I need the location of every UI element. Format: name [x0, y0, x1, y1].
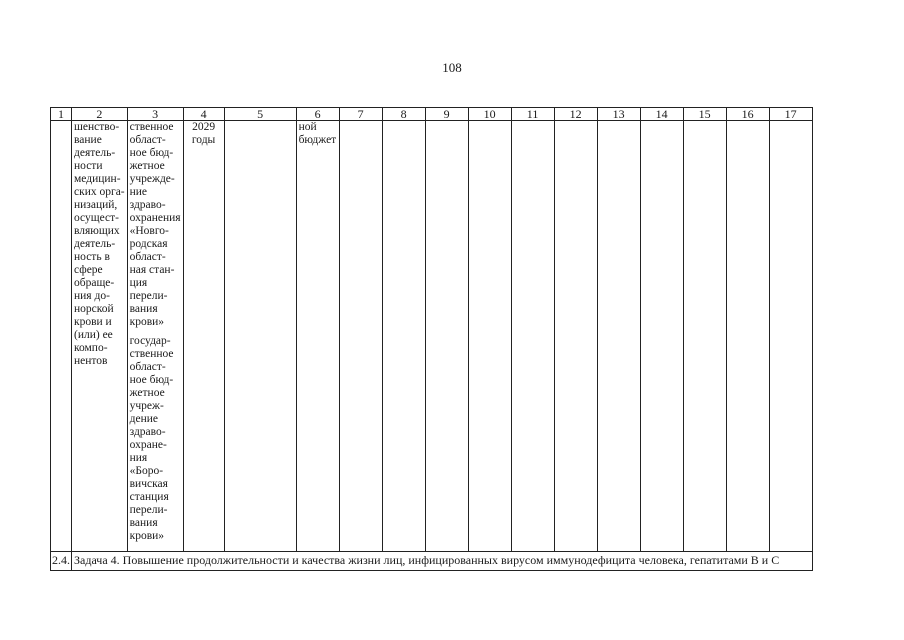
header-cell-16: 16: [726, 108, 769, 121]
cell-col-14: [640, 121, 683, 552]
cell-col-12: [554, 121, 597, 552]
header-cell-1: 1: [51, 108, 72, 121]
header-cell-14: 14: [640, 108, 683, 121]
executor-novgorod-text: [130, 121, 181, 329]
text-line: ственное: [129, 121, 174, 133]
text-line: государ-: [129, 335, 171, 347]
funding-source-text: [299, 121, 337, 147]
text-line: ная стан-: [129, 264, 175, 276]
activity-name-text: [74, 121, 125, 368]
text-line: «Боро-: [129, 465, 164, 477]
text-line: област-: [129, 361, 166, 373]
text-line: ция: [129, 277, 148, 289]
text-line: «Новго-: [129, 225, 169, 237]
text-line: вание: [74, 134, 102, 146]
cell-executors: [127, 121, 183, 552]
cell-col-10: [468, 121, 511, 552]
text-line: перели-: [129, 290, 168, 302]
text-line: област-: [129, 134, 166, 146]
text-line: охране-: [129, 439, 167, 451]
text-line: вания: [129, 303, 158, 315]
text-line: охранения: [129, 212, 181, 224]
text-line: обраще-: [74, 277, 115, 289]
column-number-row: [51, 108, 813, 121]
text-line: перели-: [129, 504, 168, 516]
text-line: ности: [74, 160, 103, 172]
program-table: [50, 107, 813, 571]
text-line: ной: [298, 121, 317, 133]
task-text: Задача 4. Повышение продолжительности и качества жизни лиц, инфицированных вирусом иммунодефицита человека, гепатитами В и С: [72, 552, 813, 571]
header-cell-6: 6: [296, 108, 339, 121]
text-line: бюджет: [298, 134, 337, 146]
cell-funding-source: [296, 121, 339, 552]
cell-col-5: [224, 121, 296, 552]
text-line: жетное: [129, 160, 165, 172]
text-line: здраво-: [129, 426, 166, 438]
cell-col-9: [425, 121, 468, 552]
text-line: деятель-: [74, 147, 116, 159]
header-cell-3: 3: [127, 108, 183, 121]
text-line: ние: [129, 186, 148, 198]
text-line: вичская: [129, 478, 168, 490]
text-line: жетное: [129, 387, 165, 399]
text-line: низаций,: [74, 199, 118, 211]
header-cell-7: 7: [339, 108, 382, 121]
header-cell-11: 11: [511, 108, 554, 121]
executor-borovichi-text: [130, 335, 181, 543]
text-line: шенство-: [74, 121, 120, 133]
task-number: 2.4.: [51, 552, 72, 571]
cell-col-11: [511, 121, 554, 552]
text-line: крови и: [74, 316, 112, 328]
period-text: [186, 121, 222, 147]
header-cell-13: 13: [597, 108, 640, 121]
header-cell-12: 12: [554, 108, 597, 121]
text-line: годы: [191, 134, 216, 146]
header-cell-15: 15: [683, 108, 726, 121]
text-line: компо-: [74, 342, 108, 354]
text-line: родская: [129, 238, 168, 250]
cell-col-16: [726, 121, 769, 552]
cell-col-1: [51, 121, 72, 552]
text-line: медицин-: [74, 173, 121, 185]
header-cell-5: 5: [224, 108, 296, 121]
cell-activity-name: [72, 121, 128, 552]
cell-period: [183, 121, 224, 552]
header-cell-10: 10: [468, 108, 511, 121]
page-number: 108: [442, 60, 462, 75]
activity-row: [51, 121, 813, 552]
text-line: ния: [129, 452, 148, 464]
header-cell-9: 9: [425, 108, 468, 121]
header-cell-2: 2: [72, 108, 128, 121]
text-line: учрежде-: [129, 173, 175, 185]
text-line: дение: [129, 413, 158, 425]
cell-col-17: [769, 121, 812, 552]
cell-col-15: [683, 121, 726, 552]
text-line: деятель-: [74, 238, 116, 250]
text-line: ное бюд-: [129, 147, 174, 159]
text-line: станция: [129, 491, 169, 503]
text-line: нентов: [74, 355, 108, 367]
text-line: ния до-: [74, 290, 110, 302]
text-line: ность в: [74, 251, 110, 263]
text-line: вания: [129, 517, 158, 529]
text-line: ное бюд-: [129, 374, 174, 386]
task-row: [51, 552, 813, 571]
text-line: здраво-: [129, 199, 166, 211]
text-line: област-: [129, 251, 166, 263]
header-cell-8: 8: [382, 108, 425, 121]
text-line: крови»: [129, 316, 165, 328]
cell-col-13: [597, 121, 640, 552]
header-cell-17: 17: [769, 108, 812, 121]
header-cell-4: 4: [183, 108, 224, 121]
text-line: учреж-: [129, 400, 164, 412]
text-line: 2029: [192, 121, 216, 133]
text-line: ственное: [129, 348, 174, 360]
cell-col-7: [339, 121, 382, 552]
text-line: (или) ее: [74, 329, 113, 341]
text-line: ских орга-: [74, 186, 125, 198]
cell-col-8: [382, 121, 425, 552]
text-line: норской: [74, 303, 114, 315]
text-line: осущест-: [74, 212, 119, 224]
text-line: крови»: [129, 530, 165, 542]
text-line: вляющих: [74, 225, 120, 237]
text-line: сфере: [74, 264, 103, 276]
